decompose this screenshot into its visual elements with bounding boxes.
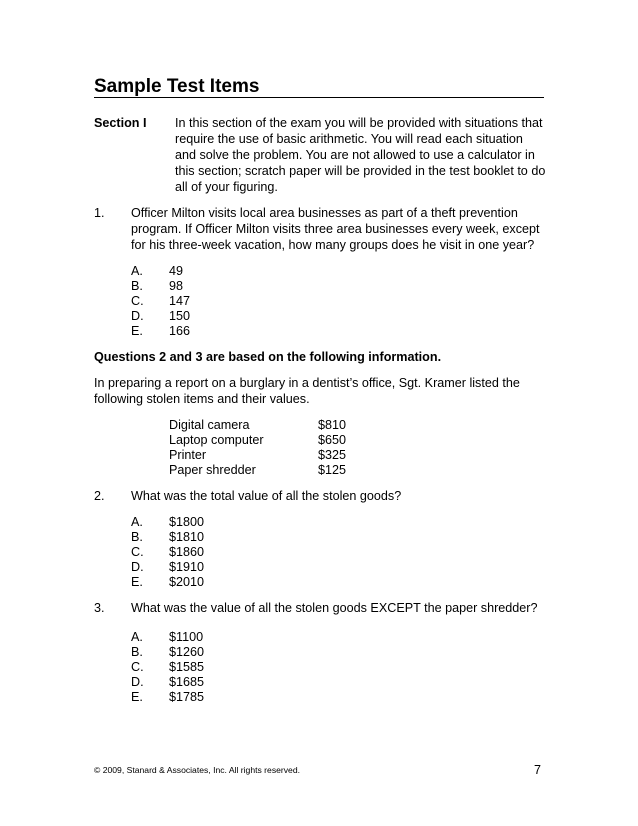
group-heading: Questions 2 and 3 are based on the following information. — [94, 350, 442, 364]
item-name: Paper shredder — [169, 463, 256, 477]
item-price: $325 — [318, 448, 347, 462]
option-letter: E. — [131, 690, 143, 704]
option-value: $1260 — [169, 645, 205, 659]
option-letter: B. — [131, 645, 143, 659]
option-value: $1100 — [169, 630, 204, 644]
option-letter: C. — [131, 294, 144, 308]
option-letter: B. — [131, 530, 143, 544]
item-name: Laptop computer — [169, 433, 264, 447]
page-number: 7 — [534, 763, 542, 777]
question-line: Officer Milton visits local area businesses as part of a theft prevention — [131, 206, 518, 220]
section-line: require the use of basic arithmetic. You will read each situation — [175, 132, 523, 146]
option-value: $1860 — [169, 545, 205, 559]
option-value: $1810 — [169, 530, 205, 544]
footer-copyright: © 2009, Stanard & Associates, Inc. All rights reserved. — [94, 765, 301, 775]
option-value: $1800 — [169, 515, 205, 529]
option-letter: A. — [131, 630, 143, 644]
item-price: $125 — [318, 463, 347, 477]
option-value: 49 — [169, 264, 184, 278]
section-line: this section; scratch paper will be provided in the test booklet to do — [175, 164, 546, 178]
question-number: 1. — [94, 206, 105, 220]
info-line: In preparing a report on a burglary in a dentist’s office, Sgt. Kramer listed the — [94, 376, 520, 390]
option-letter: D. — [131, 560, 144, 574]
option-letter: E. — [131, 324, 143, 338]
section-line: all of your figuring. — [175, 180, 278, 194]
option-value: 150 — [169, 309, 191, 323]
option-value: 166 — [169, 324, 191, 338]
option-letter: C. — [131, 545, 144, 559]
option-letter: E. — [131, 575, 143, 589]
info-line: following stolen items and their values. — [94, 392, 310, 406]
item-price: $810 — [318, 418, 347, 432]
option-value: $2010 — [169, 575, 205, 589]
option-letter: B. — [131, 279, 143, 293]
option-value: $1785 — [169, 690, 205, 704]
option-value: $1910 — [169, 560, 205, 574]
question-line: program. If Officer Milton visits three area businesses every week, except — [131, 222, 540, 236]
option-value: $1585 — [169, 660, 205, 674]
option-letter: D. — [131, 675, 144, 689]
page-title: Sample Test Items — [94, 76, 260, 97]
option-letter: A. — [131, 515, 143, 529]
option-value: 98 — [169, 279, 184, 293]
option-value: 147 — [169, 294, 191, 308]
option-letter: D. — [131, 309, 144, 323]
option-letter: A. — [131, 264, 143, 278]
item-price: $650 — [318, 433, 347, 447]
section-label: Section I — [94, 116, 147, 130]
section-line: In this section of the exam you will be provided with situations that — [175, 116, 543, 130]
title-rule — [94, 97, 544, 98]
question-number: 3. — [94, 601, 105, 615]
question-number: 2. — [94, 489, 105, 503]
item-name: Digital camera — [169, 418, 250, 432]
question-text: What was the value of all the stolen goods EXCEPT the paper shredder? — [131, 601, 538, 615]
question-line: for his three-week vacation, how many groups does he visit in one year? — [131, 238, 535, 252]
question-text: What was the total value of all the stolen goods? — [131, 489, 402, 503]
section-line: and solve the problem. You are not allowed to use a calculator in — [175, 148, 535, 162]
option-letter: C. — [131, 660, 144, 674]
option-value: $1685 — [169, 675, 205, 689]
item-name: Printer — [169, 448, 207, 462]
